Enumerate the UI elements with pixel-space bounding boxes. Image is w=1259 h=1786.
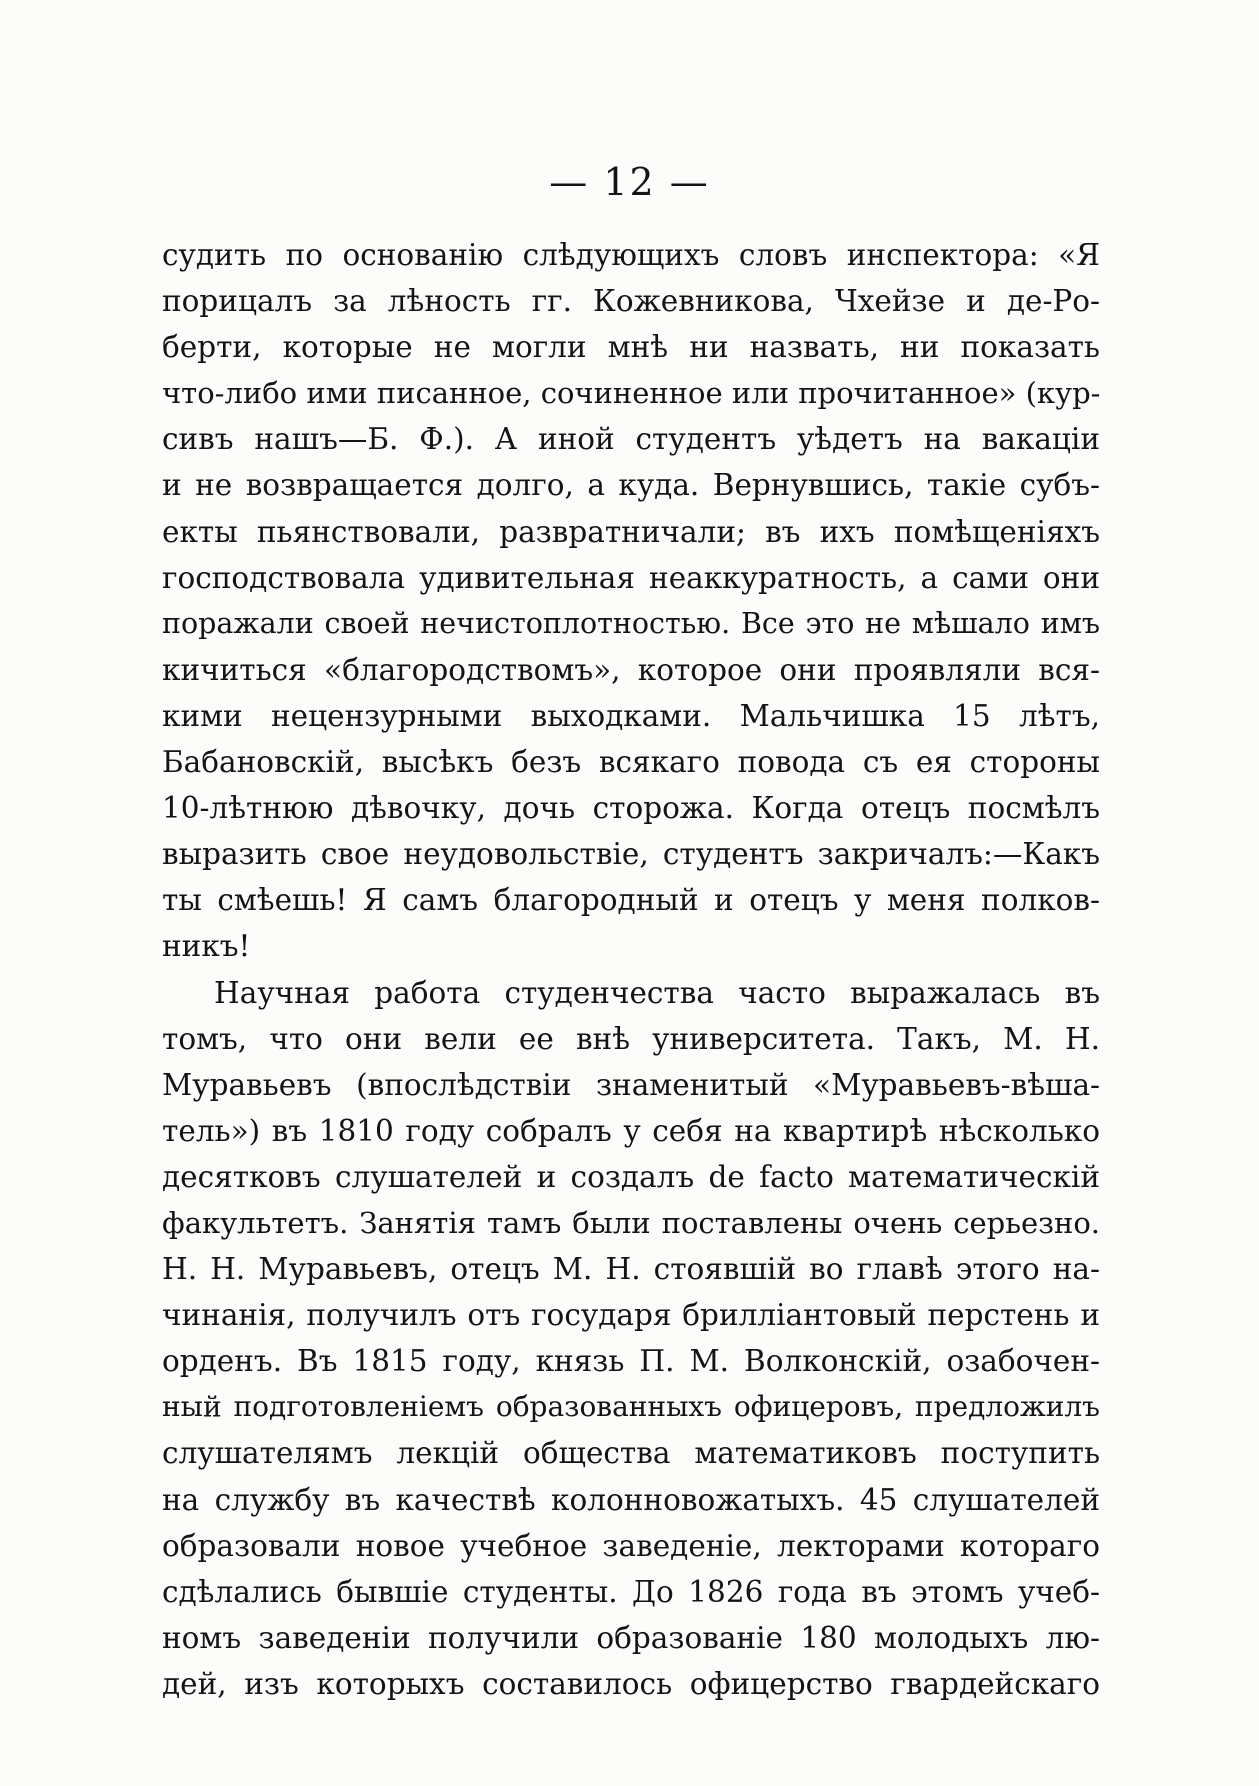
text-line: кими нецензурными выходками. Мальчишка 15 лѣтъ, bbox=[162, 698, 1100, 733]
text-line: факультетъ. Занятія тамъ были поставлены очень серьезно. bbox=[162, 1205, 1100, 1240]
text-line: номъ заведеніи получили образованіе 180 молодыхъ лю- bbox=[162, 1620, 1100, 1655]
text-line: что-либо ими писанное, сочиненное или прочитанное» (кур- bbox=[162, 376, 1100, 411]
text-line: кичиться «благородствомъ», которое они проявляли вся- bbox=[162, 652, 1100, 687]
text-line: Бабановскій, высѣкъ безъ всякаго повода съ ея стороны bbox=[162, 745, 1100, 780]
text-line: чинанія, получилъ отъ государя брилліантовый перстень и bbox=[162, 1298, 1100, 1333]
text-line: ты смѣешь! Я самъ благородный и отецъ у меня полков- bbox=[162, 883, 1100, 918]
text-line: господствовала удивительная неаккуратность, а сами они bbox=[162, 560, 1100, 595]
text-line: поражали своей нечистоплотностью. Все это не мѣшало имъ bbox=[162, 606, 1100, 640]
text-line: образовали новое учебное заведеніе, лекторами котораго bbox=[162, 1528, 1100, 1563]
text-line: никъ! bbox=[162, 929, 251, 964]
text-line: сивъ нашъ—Б. Ф.). А иной студентъ уѣдетъ на вакаціи bbox=[162, 422, 1100, 457]
text-line: тель») въ 1810 году собралъ у себя на квартирѣ нѣсколько bbox=[162, 1113, 1100, 1148]
body-text bbox=[162, 232, 1100, 1707]
text-line: десятковъ слушателей и создалъ de facto математическій bbox=[162, 1159, 1100, 1194]
text-line: Муравьевъ (впослѣдствіи знаменитый «Муравьевъ-вѣша- bbox=[162, 1067, 1100, 1102]
page-number: — 12 — bbox=[549, 160, 710, 204]
text-line: судить по основанію слѣдующихъ словъ инспектора: «Я bbox=[162, 238, 1100, 272]
text-line: и не возвращается долго, а куда. Вернувшись, такіе субъ- bbox=[162, 468, 1100, 503]
text-line: на службу въ качествѣ колонновожатыхъ. 45 слушателей bbox=[162, 1482, 1100, 1517]
text-line: слушателямъ лекцій общества математиковъ поступить bbox=[162, 1436, 1100, 1471]
text-line: орденъ. Въ 1815 году, князь П. М. Волконскій, озабочен- bbox=[162, 1344, 1100, 1379]
text-line: ный подготовленіемъ образованныхъ офицеровъ, предложилъ bbox=[162, 1390, 1100, 1424]
text-line: томъ, что они вели ее внѣ университета. Такъ, М. Н. bbox=[162, 1021, 1100, 1056]
text-line: берти, которые не могли мнѣ ни назвать, ни показать bbox=[162, 330, 1100, 365]
paragraph-start-line: Научная работа студенчества часто выражалась въ bbox=[214, 975, 1100, 1010]
text-line: выразить свое неудовольствіе, студентъ закричалъ:—Какъ bbox=[162, 837, 1100, 872]
text-line: Н. Н. Муравьевъ, отецъ М. Н. стоявшій во главѣ этого на- bbox=[162, 1252, 1100, 1287]
text-line: сдѣлались бывшіе студенты. До 1826 года въ этомъ учеб- bbox=[162, 1574, 1100, 1609]
text-line: екты пьянствовали, развратничали; въ ихъ помѣщеніяхъ bbox=[162, 514, 1100, 549]
text-line: дей, изъ которыхъ составилось офицерство гвардейскаго bbox=[162, 1666, 1100, 1701]
text-line: 10-лѣтнюю дѣвочку, дочь сторожа. Когда отецъ посмѣлъ bbox=[162, 791, 1100, 826]
text-line: порицалъ за лѣность гг. Кожевникова, Чхейзе и де-Ро- bbox=[162, 284, 1100, 319]
